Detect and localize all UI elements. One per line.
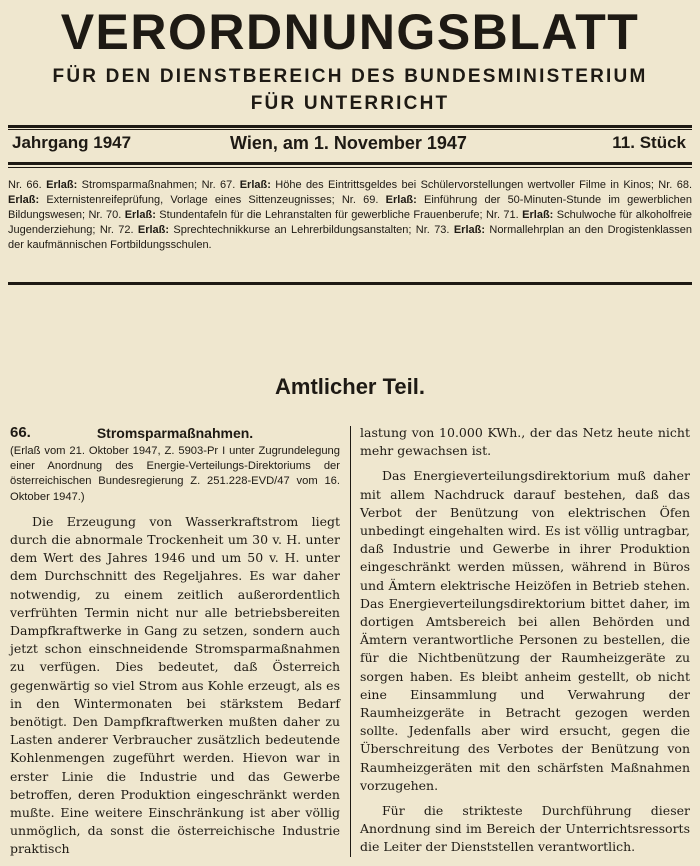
left-column xyxy=(10,424,340,866)
toc-entry-text: Normallehrplan an den Drogistenklassen der kaufmännischen Fortbildungsschulen. xyxy=(8,224,692,251)
issue-rule-bottom xyxy=(8,162,692,165)
article-number: 66. xyxy=(10,424,31,441)
toc-entry xyxy=(100,224,416,236)
section-title: Amtlicher Teil. xyxy=(275,374,425,399)
toc-entry-text: Sprechtechnikkurse an Lehrerbildungsanstalten; xyxy=(173,224,416,236)
issue-place-date: Wien, am 1. November 1947 xyxy=(230,133,467,153)
toc-entry xyxy=(88,209,485,221)
paragraph: Die Erzeugung von Wasserkraftstrom liegt durch die abnormale Trockenheit um 30 v. H. unter dem Wert des Jahres 1946 und um 50 v. H. unter dem Durchschnitt des Regeljahres. Es war daher notwendig, zu einem zeitlich außerordentlich verfrühten Termin nicht nur alle betriebsbereiten Dampfkraftwerke in Gang zu setzen, sondern auch jetzt schon einschneidende Stromsparmaßnahmen zu verfügen. Dies bedeutet, daß Österreich gegenwärtig so viel Strom aus Kohle erzeugt, als es in den Wintermonaten bei stärkstem Bedarf benötigt. Den Dampfkraftwerken mußten daher zu Lasten anderer Verbraucher zusätzlich bedeutende Kohlenmengen zugeführt werden. Hievon war in erster Linie die Industrie und das Gewerbe betroffen, deren Produktion eingeschränkt werden mußte. Eine weitere Einschränkung ist aber völlig unmöglich, da sonst die österreichische Industrie praktisch xyxy=(10,513,340,857)
toc-entry-kind: Erlaß: xyxy=(8,194,47,206)
toc-entry-number: Nr. 69. xyxy=(341,194,386,206)
masthead-subtitle-line2: FÜR UNTERRICHT xyxy=(250,93,450,114)
toc-entry-number: Nr. 67. xyxy=(201,179,240,191)
header-rule-top-thin xyxy=(8,129,692,130)
toc-entry-number: Nr. 70. xyxy=(88,209,125,221)
issue-number: 11. Stück xyxy=(612,133,686,152)
right-paragraphs xyxy=(360,467,690,856)
toc-entry-text: Einführung der 50-Minuten-Stunde im gewerblichen Bildungswesen; xyxy=(8,194,692,221)
column-divider xyxy=(350,426,351,857)
toc-entry-text: Stundentafeln für die Lehranstalten für gewerbliche Frauenberufe; xyxy=(159,209,486,221)
toc-entry-number: Nr. 73. xyxy=(415,224,454,236)
paragraph: Für die strikteste Durchführung dieser Anordnung sind im Bereich der Unterrichtsressorts die Leiter der Dienststellen verantwortlich. xyxy=(360,803,690,855)
toc-entry-number: Nr. 71. xyxy=(485,209,523,221)
toc-entry-kind: Erlaß: xyxy=(124,209,160,221)
issue-row xyxy=(8,131,692,157)
toc-rule xyxy=(8,282,692,285)
header-rule-top xyxy=(8,125,692,128)
toc-entry-number: Nr. 72. xyxy=(99,224,138,236)
table-of-contents xyxy=(8,178,692,253)
toc-entry-kind: Erlaß: xyxy=(522,209,557,221)
toc-entry-number: Nr. 68. xyxy=(658,179,693,191)
toc-entry-kind: Erlaß: xyxy=(137,224,174,236)
right-continuation: lastung von 10.000 KWh., der das Netz heute nicht mehr gewachsen ist. xyxy=(360,425,690,459)
masthead-title: VERORDNUNGSBLATT xyxy=(60,4,640,60)
issue-rule-bottom-thin xyxy=(8,167,692,168)
toc-entry-text: Höhe des Eintrittsgeldes bei Schülervorstellungen wertvoller Filme in Kinos; xyxy=(275,179,659,191)
article-heading xyxy=(10,424,340,444)
left-paragraphs xyxy=(10,513,340,859)
toc-entry-text: Stromsparmaßnahmen; xyxy=(81,179,202,191)
toc-entry-number: Nr. 66. xyxy=(8,179,47,191)
article-title: Stromsparmaßnahmen. xyxy=(96,425,254,441)
right-column xyxy=(360,424,690,864)
decree-note: (Erlaß vom 21. Oktober 1947, Z. 5903-Pr I unter Zugrundelegung einer Anordnung des Energie-Verteilungs-Direktoriums der österreichischen Bundesregierung Z. 251.228-EVD/47 vom 16. Oktober 1947.) xyxy=(10,445,340,503)
toc-entry-kind: Erlaß: xyxy=(46,179,82,191)
paragraph: Das Energieverteilungsdirektorium muß daher mit allem Nachdruck darauf bestehen, daß das Verbot der Benützung von elektrischen Öfen unbedingt eingehalten wird. Es ist völlig untragbar, daß Industrie und Gewerbe in ihrer Produktion eingeschränkt werden müssen, während in Büros und Ämtern elektrische Heizöfen in Betrieb stehen. Das Energieverteilungsdirektorium bittet daher, im dortigen Amtsbereich bei allen Behörden und Ämtern verantwortliche Personen zu bestellen, die für die Nichtbenützung der Raumheizgeräte zu sorgen haben. Es bleibt anheim gestellt, ob nicht eine Einsammlung und Verwahrung der Raumheizgeräte in Betracht gezogen werden sollte. Jedenfalls aber wird ersucht, gegen die Überschreitung des Verbotes der Benützung von Raumheizgeräten mit den schärfsten Maßnahmen vorzugehen. xyxy=(360,468,690,793)
toc-entry-kind: Erlaß: xyxy=(239,179,276,191)
toc-entry xyxy=(202,179,659,191)
toc-entry-kind: Erlaß: xyxy=(453,224,490,236)
masthead-subtitle-line1: FÜR DEN DIENSTBEREICH DES BUNDESMINISTERIUM xyxy=(52,66,648,87)
toc-entry xyxy=(8,179,202,191)
toc-entry-text: Schulwoche für alkoholfreie Jugenderziehung; xyxy=(8,209,693,236)
issue-year: Jahrgang 1947 xyxy=(12,133,132,152)
toc-entry-kind: Erlaß: xyxy=(385,194,425,206)
toc-entry-text: Externistenreifeprüfung, Vorlage eines Sittenzeugnisses; xyxy=(46,194,342,206)
